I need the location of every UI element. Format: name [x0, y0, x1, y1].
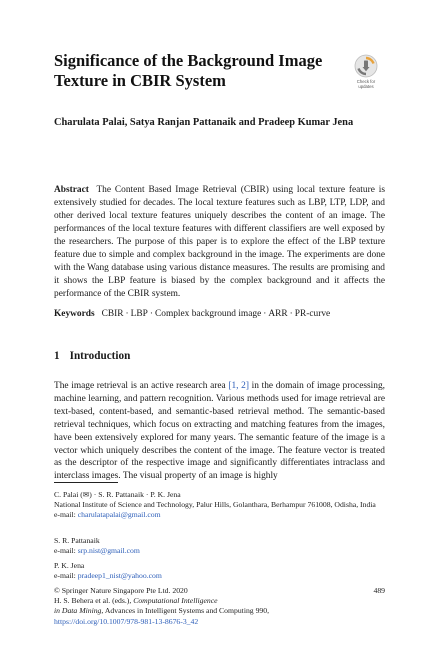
keyword-separator: · — [263, 309, 267, 319]
book-title: Computational Intelligence — [133, 596, 218, 606]
email-link[interactable]: charulatapalai@gmail.com — [77, 510, 161, 520]
keyword-item: ARR — [268, 309, 288, 319]
book-title: in Data Mining — [54, 606, 102, 616]
email-link[interactable]: srp.nist@gmail.com — [77, 546, 140, 556]
affiliation-name: P. K. Jena — [54, 561, 85, 570]
check-for-updates-icon — [354, 54, 378, 78]
keyword-item: PR-curve — [294, 309, 331, 319]
keyword-separator: · — [289, 309, 293, 319]
author-list: Charulata Palai, Satya Ranjan Pattanaik and Pradeep Kumar Jena — [54, 117, 354, 128]
keywords-label: Keywords — [54, 309, 95, 319]
abstract-label: Abstract — [54, 185, 89, 195]
affiliation-block: S. R. Pattanaik e-mail: srp.nist@gmail.com — [54, 536, 140, 556]
affiliation-institution: National Institute of Science and Technology, Palur Hills, Golanthara, Berhampur 761008, Odisha, India — [54, 500, 376, 510]
copyright-line: © Springer Nature Singapore Pte Ltd. 2020 — [54, 586, 188, 595]
abstract — [54, 184, 385, 301]
affiliation-names: C. Palai (✉) · S. R. Pattanaik · P. K. Jena — [54, 490, 181, 499]
keyword-separator: · — [125, 309, 129, 319]
affiliation-name: S. R. Pattanaik — [54, 536, 100, 545]
keyword-item: LBP — [130, 309, 148, 319]
publication-footer — [54, 586, 385, 627]
citation-link[interactable]: [1, 2] — [228, 381, 249, 391]
paper-title: Significance of the Background Image Texture in CBIR System — [54, 51, 323, 90]
keyword-item: Complex background image — [155, 309, 262, 319]
introduction-paragraph: The image retrieval is an active research area [1, 2] in the domain of image processing, machine learning, and pattern recognition. Various methods used for image retrieval are text-based, content-based, and semantic-based retrieval method. The semantic-based retrieval techniques, which focus on extracting and matching features from the images, have been extensively explored for many years. The semantic feature of the image is a vector which uniquely describes the content of the image. The feature vector is treated as the descriptor of the respective image and significantly differentiates intraclass and interclass images. The visual property of an image is highly — [54, 381, 385, 482]
doi-link[interactable]: https://doi.org/10.1007/978-981-13-8676-3_42 — [54, 616, 199, 626]
keyword-item: CBIR — [101, 309, 124, 319]
section-title: Introduction — [69, 350, 131, 362]
citation-line: H. S. Behera et al. (eds.), Computational Intelligence — [54, 596, 218, 606]
affiliation-block: P. K. Jena e-mail: pradeep1_nist@yahoo.com — [54, 561, 162, 581]
check-for-updates-badge[interactable] — [350, 54, 382, 92]
keywords — [54, 309, 385, 319]
page-number: 489 — [373, 586, 385, 595]
section-number: 1 — [54, 350, 60, 362]
keyword-separator: · — [149, 309, 153, 319]
citation-line: in Data Mining, Advances in Intelligent Systems and Computing 990, — [54, 606, 270, 616]
check-for-updates-label: Check for updates — [356, 79, 376, 89]
footnote-divider — [54, 482, 118, 483]
abstract-text: The Content Based Image Retrieval (CBIR) using local texture feature is extensively studied for decades. The local texture features such as LBP, LTP, LDP, and other derived local texture features uniquely describes the content of an image. The performances of the local texture features with different classifiers are well exposed by the researchers. The purpose of this paper is to explore the effect of the LBP texture feature due to simple and complex background in the image. The experiments are done with the Wang database using various distance measures. The results are promising and it shows the LBP feature is biased by the complex background and it affects the performance of the CBIR system. — [54, 185, 385, 299]
section-heading — [54, 350, 130, 362]
affiliation-block: C. Palai (✉) · S. R. Pattanaik · P. K. Jena National Institute of Science and Technology, Palur Hills, Golanthara, Berhampur 761008, Odisha, India e-mail: charulatapalai@gmail.com — [54, 490, 376, 520]
email-link[interactable]: pradeep1_nist@yahoo.com — [77, 571, 162, 581]
